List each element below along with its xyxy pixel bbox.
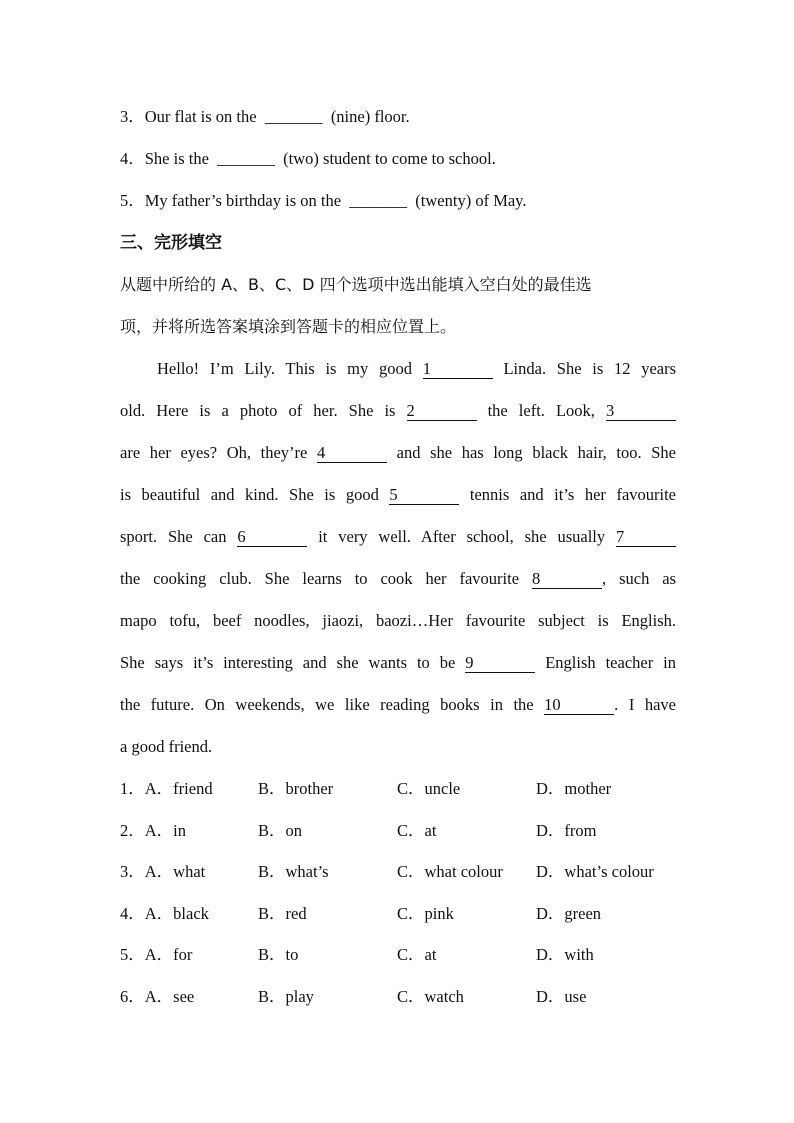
passage-line: She says it’s interesting and she wants to be 9 English teacher in — [120, 653, 676, 672]
option-c[interactable]: C．watch — [397, 986, 464, 1006]
option-row-4 — [120, 893, 676, 935]
passage-line: sport. She can 6 it very well. After school, she usually 7 — [120, 516, 676, 558]
fill-item-3 — [120, 96, 676, 138]
option-d[interactable]: D．with — [536, 945, 594, 965]
option-row-1 — [120, 768, 676, 810]
cloze-blank-6[interactable]: 6 — [237, 528, 307, 547]
item-hint: (two) student to come to school. — [283, 149, 496, 168]
option-b[interactable]: B．brother — [258, 779, 334, 798]
option-a[interactable]: 5．A．for — [120, 945, 193, 965]
instruction-line-2: 项，并将所选答案填涂到答题卡的相应位置上。 — [120, 317, 457, 336]
option-b[interactable]: B．red — [258, 903, 307, 923]
cloze-blank-1[interactable]: 1 — [423, 360, 493, 379]
option-d[interactable]: D．use — [536, 986, 587, 1006]
option-d[interactable]: D．what’s colour — [536, 862, 654, 882]
item-hint: (nine) floor. — [330, 107, 410, 126]
passage-line: mapo tofu, beef noodles, jiaozi, baozi…Her favourite subject is English. — [120, 611, 676, 630]
option-a[interactable]: 2．A．in — [120, 820, 186, 840]
answer-blank[interactable]: _______ — [349, 191, 408, 210]
answer-blank[interactable]: _______ — [217, 149, 275, 168]
cloze-blank-3[interactable]: 3 — [606, 402, 676, 421]
option-a[interactable]: 3．A．what — [120, 862, 206, 882]
item-number: 4． — [120, 149, 145, 168]
cloze-blank-4[interactable]: 4 — [317, 444, 387, 463]
passage-line: are her eyes? Oh, they’re 4 and she has long black hair, too. She — [120, 443, 677, 462]
option-d[interactable]: D．mother — [536, 779, 612, 798]
option-d[interactable]: D．green — [536, 903, 602, 923]
passage-line: is beautiful and kind. She is good 5 tennis and it’s her favourite — [120, 485, 677, 504]
instruction-line-1: 从题中所给的 A、B、C、D 四个选项中选出能填入空白处的最佳选 — [120, 275, 592, 294]
option-a[interactable]: 6．A．see — [120, 986, 195, 1006]
option-c[interactable]: C．at — [397, 945, 437, 965]
cloze-blank-5[interactable]: 5 — [389, 486, 459, 505]
option-row-6 — [120, 976, 676, 1018]
worksheet-page — [120, 96, 676, 1018]
option-row-5 — [120, 934, 676, 976]
cloze-passage — [120, 348, 676, 768]
item-text: She is the — [144, 149, 209, 168]
option-a[interactable]: 1．A．friend — [120, 779, 213, 798]
answer-blank[interactable]: _______ — [264, 107, 323, 126]
passage-line: the future. On weekends, we like reading books in the 10 . I have — [120, 695, 676, 714]
passage-line: old. Here is a photo of her. She is 2 the left. Look, 3 — [120, 390, 676, 432]
fill-item-5 — [120, 180, 676, 222]
option-b[interactable]: B．play — [258, 986, 314, 1006]
passage-line: the cooking club. She learns to cook her favourite 8 , such as — [120, 569, 677, 588]
item-text: Our flat is on the — [144, 107, 257, 126]
option-c[interactable]: C．at — [397, 820, 437, 840]
option-b[interactable]: B．on — [258, 820, 303, 840]
options-list — [120, 768, 676, 1018]
cloze-blank-9[interactable]: 9 — [465, 654, 535, 673]
cloze-blank-2[interactable]: 2 — [407, 402, 477, 421]
option-b[interactable]: B．what’s — [258, 862, 329, 882]
passage-line: a good friend. — [120, 737, 213, 756]
cloze-blank-8[interactable]: 8 — [532, 570, 602, 589]
cloze-blank-10[interactable]: 10 — [544, 696, 614, 715]
option-c[interactable]: C．what colour — [397, 862, 503, 882]
option-row-3 — [120, 851, 676, 893]
section-heading: 三、完形填空 — [120, 233, 222, 253]
item-number: 5． — [120, 191, 145, 210]
option-d[interactable]: D．from — [536, 820, 597, 840]
option-row-2 — [120, 810, 676, 852]
item-number: 3． — [120, 107, 145, 126]
option-b[interactable]: B．to — [258, 945, 299, 965]
option-c[interactable]: C．uncle — [397, 779, 461, 798]
passage-line: Hello! I’m Lily. This is my good 1 Linda. She is 12 years — [157, 359, 677, 378]
item-hint: (twenty) of May. — [415, 191, 527, 210]
option-a[interactable]: 4．A．black — [120, 903, 209, 923]
fill-item-4 — [120, 138, 676, 180]
cloze-blank-7[interactable]: 7 — [616, 528, 676, 547]
item-text: My father’s birthday is on the — [144, 191, 342, 210]
option-c[interactable]: C．pink — [397, 903, 454, 923]
